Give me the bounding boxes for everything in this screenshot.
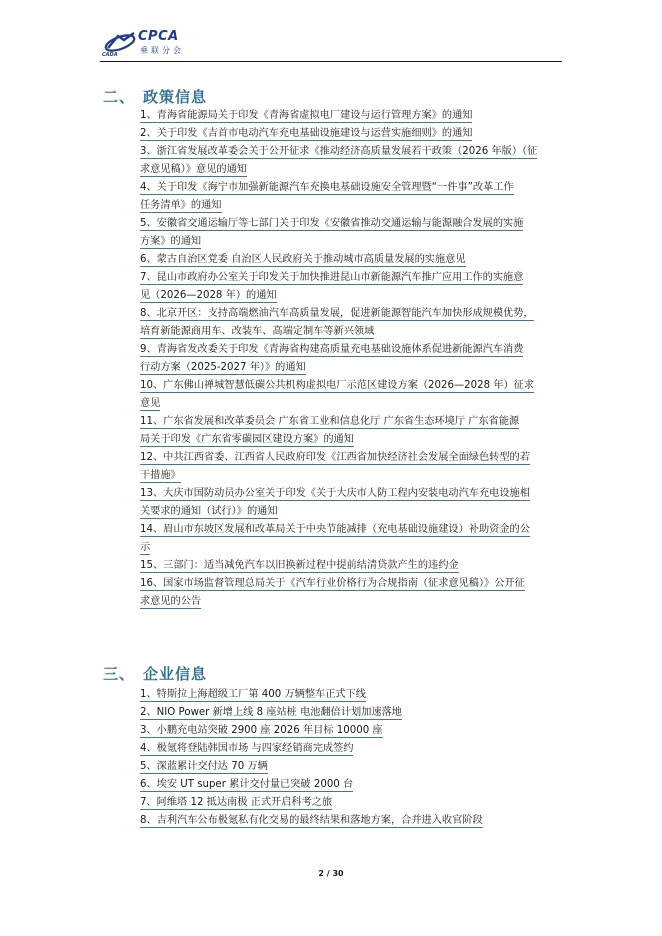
link-text[interactable]: 求意见稿）》意见的通知 — [140, 164, 247, 175]
cpca-emblem-icon — [102, 30, 140, 54]
link-text[interactable]: 8、吉利汽车公布极氪私有化交易的最终结果和落地方案，合并进入收官阶段 — [140, 815, 483, 826]
logo-text-en: CPCA — [138, 29, 179, 44]
link-text[interactable]: 11、广东省发展和改革委员会 广东省工业和信息化厅 广东省生态环境厅 广东省能源 — [140, 416, 520, 427]
logo-text-sub: CADA — [102, 52, 118, 58]
link-text[interactable]: 5、深蓝累计交付达 70 万辆 — [140, 761, 268, 772]
link-text[interactable]: 干措施》 — [140, 470, 181, 481]
section-enterprise-heading — [103, 663, 207, 684]
link-item[interactable] — [140, 449, 562, 485]
link-item[interactable] — [140, 377, 562, 413]
header-divider — [100, 61, 562, 62]
section-title: 企业信息 — [143, 665, 208, 683]
link-item[interactable] — [140, 179, 562, 215]
link-text[interactable]: 8、北京开区：支持高端燃油汽车高质量发展，促进新能源智能汽车加快形成规模优势， — [140, 308, 534, 319]
link-text[interactable]: 6、埃安 UT super 累计交付量已突破 2000 台 — [140, 779, 354, 790]
link-item[interactable] — [140, 215, 562, 251]
link-text[interactable]: 14、眉山市东坡区发展和改革局关于中央节能减排（充电基础设施建设）补助资金的公 — [140, 524, 530, 535]
link-text[interactable]: 示 — [140, 542, 151, 553]
link-item[interactable] — [140, 794, 562, 812]
link-text[interactable]: 关要求的通知（试行）》的通知 — [140, 506, 278, 517]
link-item[interactable] — [140, 758, 562, 776]
link-text[interactable]: 行动方案（2025-2027 年）》的通知 — [140, 362, 306, 373]
link-text[interactable]: 9、青海省发改委关于印发《青海省构建高质量充电基础设施体系促进新能源汽车消费 — [140, 344, 524, 355]
link-text[interactable]: 16、国家市场监督管理总局关于《汽车行业价格行为合规指南（征求意见稿）》公开征 — [140, 578, 525, 589]
link-text[interactable]: 4、极氪将登陆韩国市场 与四家经销商完成签约 — [140, 743, 354, 754]
link-item[interactable] — [140, 143, 562, 179]
link-text[interactable]: 2、关于印发《吉首市电动汽车充电基础设施建设与运营实施细则》的通知 — [140, 128, 473, 139]
link-item[interactable] — [140, 107, 562, 125]
link-text[interactable]: 意见 — [140, 398, 161, 409]
link-item[interactable] — [140, 521, 562, 557]
link-text[interactable]: 方案》的通知 — [140, 236, 202, 247]
link-item[interactable] — [140, 686, 562, 704]
link-text[interactable]: 培育新能源商用车、改装车、高端定制车等新兴领域 — [140, 326, 375, 337]
link-item[interactable] — [140, 704, 562, 722]
link-text[interactable]: 见（2026—2028 年）的通知 — [140, 290, 277, 301]
link-item[interactable] — [140, 485, 562, 521]
section-number: 二、 — [103, 88, 136, 106]
link-item[interactable] — [140, 740, 562, 758]
link-text[interactable]: 1、青海省能源局关于印发《青海省虚拟电厂建设与运行管理方案》的通知 — [140, 110, 473, 121]
link-item[interactable] — [140, 269, 562, 305]
section-title: 政策信息 — [143, 88, 208, 106]
link-item[interactable] — [140, 125, 562, 143]
link-item[interactable] — [140, 722, 562, 740]
logo-text-cn: 乘联分会 — [140, 46, 184, 55]
link-item[interactable] — [140, 776, 562, 794]
link-text[interactable]: 5、安徽省交通运输厅等七部门关于印发《安徽省推动交通运输与能源融合发展的实施 — [140, 218, 524, 229]
link-text[interactable]: 7、昆山市政府办公室关于印发关于加快推进昆山市新能源汽车推广应用工作的实施意 — [140, 272, 524, 283]
section-number: 三、 — [103, 665, 136, 683]
link-text[interactable]: 3、浙江省发展改革委会关于公开征求《推动经济高质量发展若干政策（2026 年版）（征 — [140, 146, 538, 157]
link-text[interactable]: 15、三部门：适当减免汽车以旧换新过程中提前结清贷款产生的违约金 — [140, 560, 459, 571]
link-text[interactable]: 6、蒙古自治区党委 自治区人民政府关于推动城市高质量发展的实施意见 — [140, 254, 466, 265]
link-text[interactable]: 2、NIO Power 新增上线 8 座站桩 电池翻倍计划加速落地 — [140, 707, 402, 718]
link-text[interactable]: 10、广东佛山禅城智慧低碳公共机构虚拟电厂示范区建设方案（2026—2028 年）征求 — [140, 380, 535, 391]
section-policy-heading — [103, 86, 207, 107]
link-text[interactable]: 13、大庆市国防动员办公室关于印发《关于大庆市人防工程内安装电动汽车充电设施相 — [140, 488, 530, 499]
link-item[interactable] — [140, 575, 562, 611]
link-item[interactable] — [140, 251, 562, 269]
cpca-logo — [100, 28, 200, 58]
link-text[interactable]: 12、中共江西省委、江西省人民政府印发《江西省加快经济社会发展全面绿色转型的若 — [140, 452, 530, 463]
link-text[interactable]: 4、关于印发《海宁市加强新能源汽车充换电基础设施安全管理暨“一件事”改革工作 — [140, 182, 514, 193]
link-item[interactable] — [140, 341, 562, 377]
link-text[interactable]: 1、特斯拉上海超级工厂第 400 万辆整车正式下线 — [140, 689, 366, 700]
link-item[interactable] — [140, 557, 562, 575]
page-number: 2 / 30 — [318, 869, 344, 878]
link-item[interactable] — [140, 413, 562, 449]
link-item[interactable] — [140, 305, 562, 341]
link-text[interactable]: 局关于印发《广东省零碳园区建设方案》的通知 — [140, 434, 354, 445]
page-header — [100, 28, 560, 62]
link-item[interactable] — [140, 812, 562, 830]
link-text[interactable]: 求意见的公告 — [140, 596, 202, 607]
link-text[interactable]: 3、小鹏充电站突破 2900 座 2026 年目标 10000 座 — [140, 725, 383, 736]
link-text[interactable]: 任务清单》的通知 — [140, 200, 222, 211]
link-text[interactable]: 7、阿维塔 12 抵达南极 正式开启科考之旅 — [140, 797, 333, 808]
